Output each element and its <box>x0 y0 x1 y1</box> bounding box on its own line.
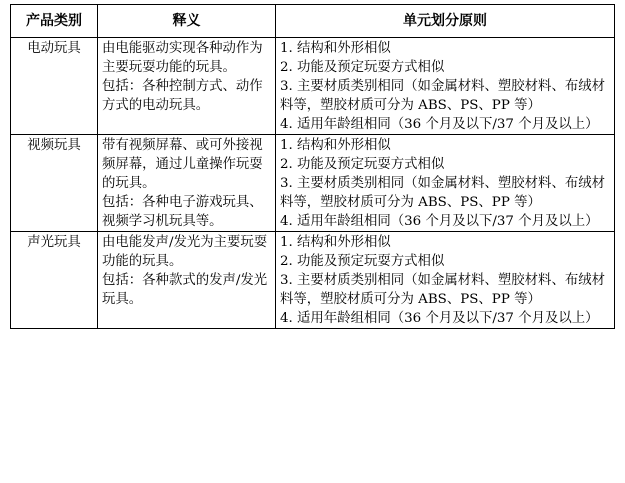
definition-text: 带有视频屏幕、或可外接视频屏幕，通过儿童操作玩耍的玩具。 <box>102 138 263 191</box>
principles-cell <box>276 135 615 232</box>
definition-includes: 包括：各种电子游戏玩具、视频学习机玩具等。 <box>102 195 263 229</box>
header-unit-division-principle: 单元划分原则 <box>276 5 615 38</box>
principle-item: 2. 功能及预定玩耍方式相似 <box>280 60 445 75</box>
principles-cell <box>276 38 615 135</box>
classification-table <box>10 4 615 329</box>
principle-item: 4. 适用年龄组相同（36 个月及以下/37 个月及以上） <box>280 311 599 326</box>
principle-item: 3. 主要材质类别相同（如金属材料、塑胶材料、布绒材料等，塑胶材质可分为 ABS、PS、PP 等） <box>280 176 606 210</box>
header-product-category: 产品类别 <box>11 5 98 38</box>
table-row <box>11 38 615 135</box>
principles-cell <box>276 232 615 329</box>
definition-cell <box>98 38 276 135</box>
principle-item: 3. 主要材质类别相同（如金属材料、塑胶材料、布绒材料等，塑胶材质可分为 ABS、PS、PP 等） <box>280 79 606 113</box>
table-row <box>11 135 615 232</box>
definition-text: 由电能驱动实现各种动作为主要玩耍功能的玩具。 <box>102 41 263 75</box>
definition-includes: 包括：各种控制方式、动作方式的电动玩具。 <box>102 79 263 113</box>
definition-text: 由电能发声/发光为主要玩耍功能的玩具。 <box>102 235 268 269</box>
definition-cell <box>98 135 276 232</box>
header-definition: 释义 <box>98 5 276 38</box>
principle-item: 3. 主要材质类别相同（如金属材料、塑胶材料、布绒材料等，塑胶材质可分为 ABS、PS、PP 等） <box>280 273 606 307</box>
category-cell: 电动玩具 <box>11 38 98 135</box>
principle-item: 1. 结构和外形相似 <box>280 235 391 250</box>
table-header-row <box>11 5 615 38</box>
definition-includes: 包括：各种款式的发声/发光玩具。 <box>102 273 268 307</box>
definition-cell <box>98 232 276 329</box>
principle-item: 4. 适用年龄组相同（36 个月及以下/37 个月及以上） <box>280 117 599 132</box>
principle-item: 1. 结构和外形相似 <box>280 41 391 56</box>
principle-item: 4. 适用年龄组相同（36 个月及以下/37 个月及以上） <box>280 214 599 229</box>
category-cell: 视频玩具 <box>11 135 98 232</box>
table-row <box>11 232 615 329</box>
category-cell: 声光玩具 <box>11 232 98 329</box>
principle-item: 2. 功能及预定玩耍方式相似 <box>280 157 445 172</box>
principle-item: 1. 结构和外形相似 <box>280 138 391 153</box>
principle-item: 2. 功能及预定玩耍方式相似 <box>280 254 445 269</box>
